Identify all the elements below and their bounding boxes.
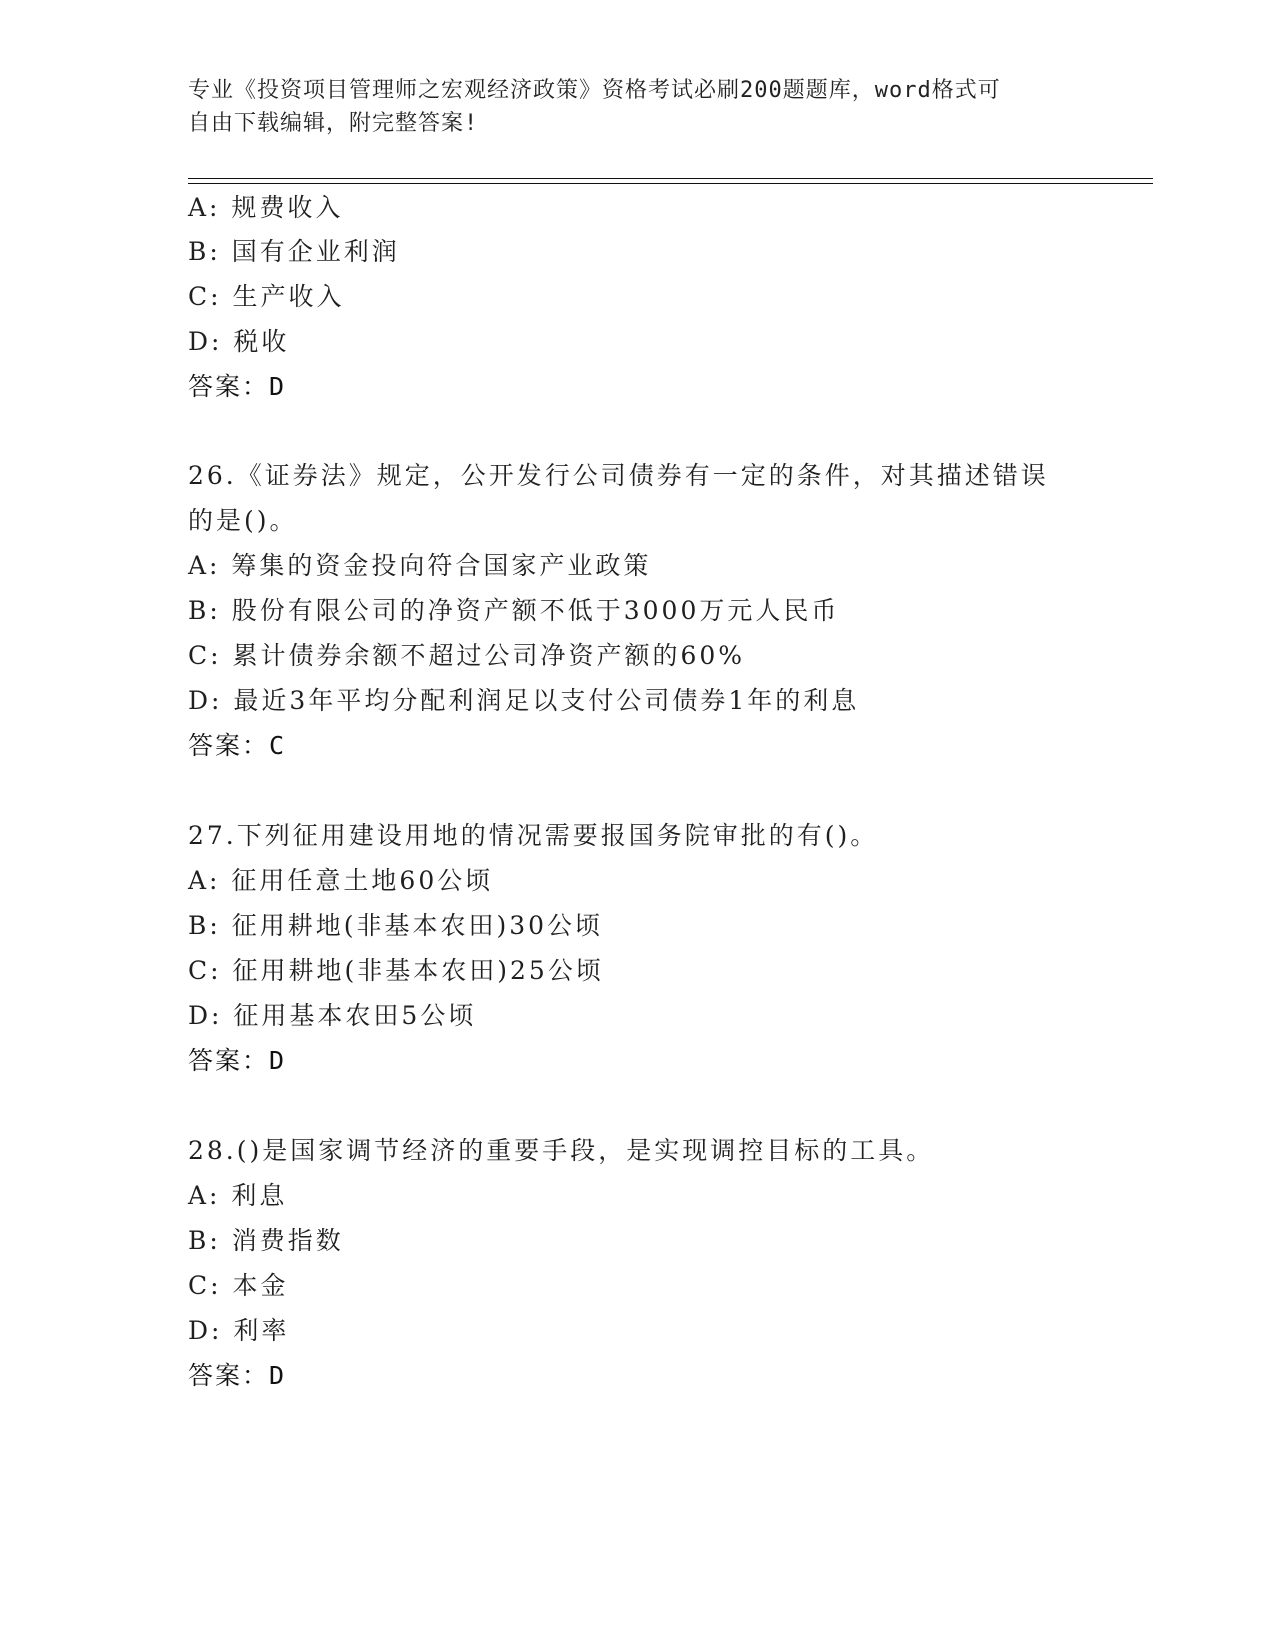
q26-option-c: C: 累计债券余额不超过公司净资产额的60% [188,641,746,670]
q27-option-a: A: 征用任意土地60公顷 [188,866,494,895]
header-line-2: 自由下载编辑，附完整答案! [188,111,479,136]
q25-option-c: C: 生产收入 [188,282,345,311]
q28-stem-line-1: 28.()是国家调节经济的重要手段，是实现调控目标的工具。 [188,1136,935,1165]
q27-option-c: C: 征用耕地(非基本农田)25公顷 [188,956,604,985]
q28-option-b: B: 消费指数 [188,1226,344,1255]
q25-answer: 答案：D [188,372,287,401]
header-divider-bottom [188,183,1153,184]
q26-answer: 答案：C [188,731,287,760]
q26-stem-line-2: 的是()。 [188,506,298,535]
header-divider-top [188,178,1153,179]
q25-option-a: A: 规费收入 [188,193,344,222]
q26-option-b: B: 股份有限公司的净资产额不低于3000万元人民币 [188,596,840,625]
q27-option-b: B: 征用耕地(非基本农田)30公顷 [188,911,604,940]
q26-stem-line-1: 26.《证券法》规定，公开发行公司债券有一定的条件，对其描述错误 [188,461,1049,490]
q26-option-a: A: 筹集的资金投向符合国家产业政策 [188,551,652,580]
q28-answer: 答案：D [188,1361,287,1390]
q28-option-a: A: 利息 [188,1181,288,1210]
q26-option-d: D: 最近3年平均分配利润足以支付公司债券1年的利息 [188,686,860,715]
q27-option-d: D: 征用基本农田5公顷 [188,1001,477,1030]
q28-option-c: C: 本金 [188,1271,289,1300]
document-header [188,74,1068,140]
q27-answer: 答案：D [188,1046,287,1075]
q25-option-d: D: 税收 [188,327,290,356]
q25-option-b: B: 国有企业利润 [188,237,400,266]
header-line-1: 专业《投资项目管理师之宏观经济政策》资格考试必刷200题题库，word格式可 [188,78,1001,103]
q27-stem-line-1: 27.下列征用建设用地的情况需要报国务院审批的有()。 [188,821,879,850]
q28-option-d: D: 利率 [188,1316,290,1345]
